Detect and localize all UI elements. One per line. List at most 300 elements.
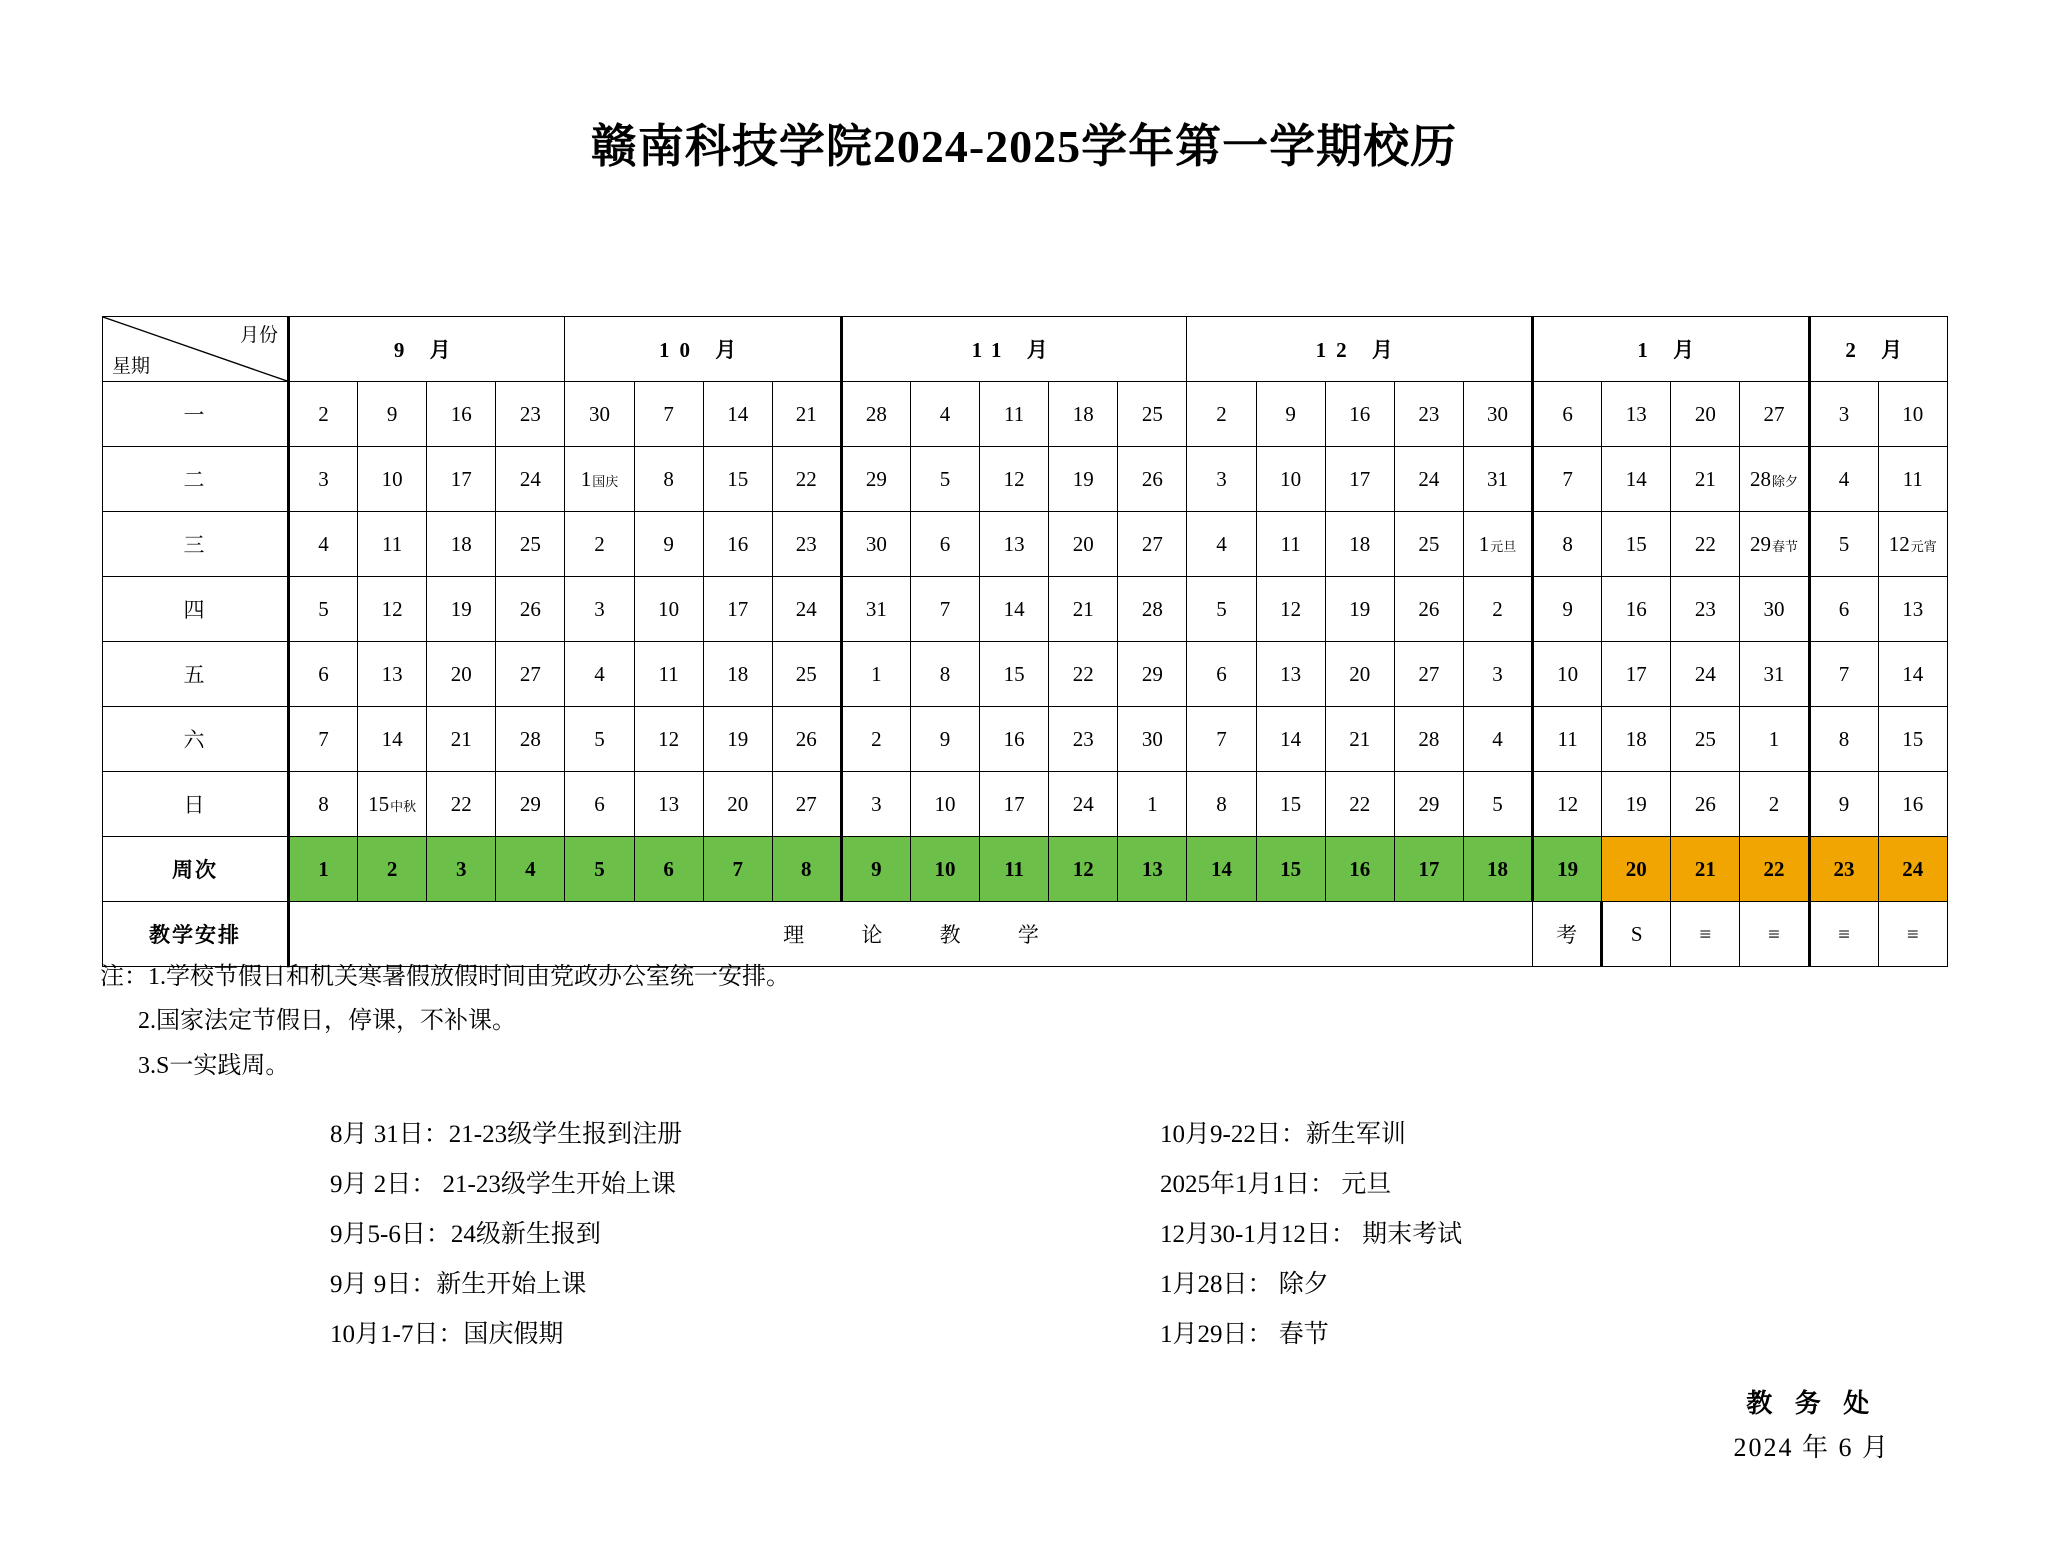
event-item: 12月30-1月12日： 期末考试 (1160, 1221, 1463, 1248)
festival-label: 国庆 (592, 473, 619, 489)
day-cell (1602, 577, 1671, 642)
week-number-cell: 17 (1394, 837, 1463, 902)
day-cell (703, 512, 772, 577)
day-number: 31 (865, 596, 887, 621)
day-number: 3 (1492, 661, 1503, 686)
day-cell (634, 772, 703, 837)
day-cell (1878, 382, 1947, 447)
day-cell (1602, 382, 1671, 447)
day-number: 14 (1902, 661, 1924, 686)
day-cell (1049, 772, 1118, 837)
day-cell (1878, 772, 1947, 837)
events-right-column (1160, 1110, 1860, 1360)
day-cell (841, 642, 910, 707)
day-cell (1671, 512, 1740, 577)
day-cell (1325, 382, 1394, 447)
day-cell (1187, 512, 1256, 577)
day-cell (910, 707, 979, 772)
day-number: 23 (795, 531, 817, 556)
signature-department: 教 务 处 (1746, 1389, 1878, 1418)
day-number: 23 (1418, 401, 1440, 426)
day-number: 11 (382, 531, 403, 556)
day-cell (1740, 447, 1809, 512)
day-cell (703, 642, 772, 707)
day-cell (565, 642, 634, 707)
day-cell (496, 707, 565, 772)
day-cell (1325, 512, 1394, 577)
day-number: 26 (1141, 466, 1163, 491)
teaching-mark-cell: ≡ (1671, 902, 1740, 967)
day-number: 30 (1141, 726, 1163, 751)
teaching-practice-cell: S (1602, 902, 1671, 967)
day-number: 29 (1141, 661, 1163, 686)
week-number-cell: 6 (634, 837, 703, 902)
day-cell (1463, 642, 1532, 707)
day-cell (1118, 512, 1187, 577)
day-cell (1325, 642, 1394, 707)
day-number: 16 (727, 531, 749, 556)
day-cell (358, 642, 427, 707)
day-number: 4 (594, 661, 605, 686)
day-cell (427, 577, 496, 642)
day-cell (1809, 642, 1878, 707)
day-number: 5 (1492, 791, 1503, 816)
day-cell (1049, 512, 1118, 577)
day-cell (1602, 707, 1671, 772)
day-cell (288, 772, 357, 837)
event-item: 2025年1月1日： 元旦 (1160, 1171, 1392, 1198)
weekday-label: 四 (103, 577, 289, 642)
day-cell (980, 642, 1049, 707)
week-number-cell: 23 (1809, 837, 1878, 902)
day-number: 31 (1486, 466, 1508, 491)
day-number: 29 (519, 791, 541, 816)
teaching-theory-cell: 理 论 教 学 (288, 902, 1532, 967)
day-number: 9 (386, 401, 398, 426)
day-cell (1809, 382, 1878, 447)
day-number: 25 (1141, 401, 1163, 426)
day-cell (841, 577, 910, 642)
day-number: 20 (727, 791, 749, 816)
day-cell (910, 382, 979, 447)
day-number: 6 (594, 791, 605, 816)
week-number-cell: 3 (427, 837, 496, 902)
day-cell (772, 512, 841, 577)
day-number: 22 (1694, 531, 1716, 556)
week-number-cell: 2 (358, 837, 427, 902)
day-number: 6 (1562, 401, 1573, 426)
day-number: 3 (318, 466, 329, 491)
day-cell (1533, 512, 1602, 577)
month-header-dec: 12 月 (1187, 317, 1533, 382)
day-cell (1878, 707, 1947, 772)
day-number: 11 (1004, 401, 1025, 426)
day-number: 18 (450, 531, 472, 556)
festival-label: 春节 (1771, 538, 1798, 554)
day-cell (1671, 707, 1740, 772)
day-number: 20 (450, 661, 472, 686)
week-number-row (103, 837, 1948, 902)
day-cell (496, 512, 565, 577)
day-cell (358, 707, 427, 772)
day-cell (980, 707, 1049, 772)
day-number: 19 (1072, 466, 1094, 491)
day-number: 10 (1557, 661, 1579, 686)
day-cell (288, 577, 357, 642)
day-number: 17 (1349, 466, 1371, 491)
day-number: 24 (1418, 466, 1440, 491)
day-number: 28 (1749, 466, 1771, 491)
day-cell (1187, 707, 1256, 772)
day-cell (980, 577, 1049, 642)
day-cell (772, 382, 841, 447)
day-cell (1049, 577, 1118, 642)
day-cell (1118, 707, 1187, 772)
day-number: 24 (1694, 661, 1716, 686)
day-number: 6 (318, 661, 329, 686)
day-number: 16 (1003, 726, 1025, 751)
day-number: 13 (381, 661, 403, 686)
day-number: 27 (1763, 401, 1785, 426)
day-cell (427, 512, 496, 577)
week-number-cell: 18 (1463, 837, 1532, 902)
day-number: 5 (318, 596, 329, 621)
day-cell (1325, 772, 1394, 837)
day-cell (1533, 382, 1602, 447)
day-cell (1602, 512, 1671, 577)
note-line-1: 注：1.学校节假日和机关寒暑假放假时间由党政办公室统一安排。 (100, 964, 790, 990)
note-line-2: 2.国家法定节假日，停课，不补课。 (138, 1008, 516, 1035)
day-number: 6 (1216, 661, 1227, 686)
day-cell (841, 707, 910, 772)
page-title: 赣南科技学院2024-2025学年第一学期校历 (590, 121, 1458, 172)
day-number: 1 (580, 466, 592, 491)
day-cell (772, 772, 841, 837)
day-number: 15 (1003, 661, 1025, 686)
day-cell (1602, 642, 1671, 707)
day-cell (1049, 447, 1118, 512)
day-number: 8 (318, 791, 329, 816)
day-number: 30 (1763, 596, 1785, 621)
day-cell (634, 382, 703, 447)
day-cell (1325, 577, 1394, 642)
day-cell (1187, 772, 1256, 837)
day-number: 24 (795, 596, 817, 621)
day-number: 8 (1838, 726, 1850, 751)
weekday-label: 一 (103, 382, 289, 447)
academic-calendar-table (102, 316, 1948, 967)
day-cell (358, 382, 427, 447)
day-cell (634, 707, 703, 772)
day-cell (1878, 642, 1947, 707)
day-number: 8 (939, 661, 951, 686)
day-number: 25 (1694, 726, 1716, 751)
day-number: 28 (865, 401, 887, 426)
festival-label: 中秋 (390, 798, 417, 814)
day-cell (1809, 707, 1878, 772)
day-number: 13 (1280, 661, 1302, 686)
day-cell (1878, 447, 1947, 512)
day-cell (427, 642, 496, 707)
day-cell (358, 512, 427, 577)
event-item: 1月28日： 除夕 (1160, 1271, 1329, 1298)
teaching-mark-cell: ≡ (1809, 902, 1878, 967)
day-cell (496, 447, 565, 512)
day-cell (1394, 447, 1463, 512)
day-cell (427, 772, 496, 837)
week-number-cell: 14 (1187, 837, 1256, 902)
day-number: 27 (1141, 531, 1163, 556)
day-cell (1740, 642, 1809, 707)
day-number: 22 (450, 791, 472, 816)
day-cell (1533, 642, 1602, 707)
week-row-label: 周次 (103, 837, 289, 902)
day-number: 25 (1418, 531, 1440, 556)
day-cell (288, 382, 357, 447)
day-cell (1256, 447, 1325, 512)
day-cell (772, 642, 841, 707)
teaching-row-label: 教学安排 (103, 902, 289, 967)
day-cell (634, 577, 703, 642)
teaching-exam-cell: 考 (1533, 902, 1602, 967)
day-number: 19 (727, 726, 749, 751)
day-number: 27 (519, 661, 541, 686)
day-cell (1463, 707, 1532, 772)
month-header-sep: 9 月 (288, 317, 564, 382)
day-number: 28 (1418, 726, 1440, 751)
day-number: 2 (594, 531, 605, 556)
day-cell (1671, 447, 1740, 512)
day-number: 7 (939, 596, 951, 621)
weekday-label: 二 (103, 447, 289, 512)
day-cell (496, 382, 565, 447)
event-item: 9月5-6日：24级新生报到 (330, 1221, 601, 1248)
day-cell (288, 642, 357, 707)
day-number: 26 (519, 596, 541, 621)
day-cell (1049, 707, 1118, 772)
day-cell (1602, 447, 1671, 512)
day-number: 29 (865, 466, 887, 491)
day-number: 10 (658, 596, 680, 621)
week-number-cell: 22 (1740, 837, 1809, 902)
festival-label: 元宵 (1910, 538, 1937, 554)
day-number: 5 (1838, 531, 1850, 556)
day-number: 11 (1280, 531, 1301, 556)
day-number: 22 (795, 466, 817, 491)
day-number: 8 (663, 466, 674, 491)
week-number-cell: 15 (1256, 837, 1325, 902)
day-number: 16 (1349, 401, 1371, 426)
day-cell (1187, 447, 1256, 512)
day-cell (565, 577, 634, 642)
day-cell (1394, 512, 1463, 577)
day-number: 3 (594, 596, 605, 621)
day-number: 4 (318, 531, 329, 556)
day-number: 14 (1625, 466, 1647, 491)
day-number: 16 (1902, 791, 1924, 816)
day-cell (1256, 512, 1325, 577)
day-number: 4 (1216, 531, 1227, 556)
day-cell (288, 707, 357, 772)
day-number: 24 (519, 466, 541, 491)
day-number: 18 (727, 661, 749, 686)
event-item: 9月 2日： 21-23级学生开始上课 (330, 1171, 676, 1198)
day-cell (1533, 577, 1602, 642)
day-cell (1671, 642, 1740, 707)
month-header-oct: 10 月 (565, 317, 841, 382)
day-number: 21 (450, 726, 472, 751)
weekday-label: 六 (103, 707, 289, 772)
day-cell (358, 447, 427, 512)
week-number-cell: 24 (1878, 837, 1947, 902)
day-cell (1809, 577, 1878, 642)
weekday-label: 五 (103, 642, 289, 707)
day-cell (634, 642, 703, 707)
day-cell (841, 512, 910, 577)
day-number: 9 (1285, 401, 1296, 426)
day-cell (1256, 772, 1325, 837)
day-number: 10 (381, 466, 403, 491)
day-number: 2 (871, 726, 882, 751)
day-cell (910, 772, 979, 837)
day-number: 4 (1838, 466, 1850, 491)
day-cell (427, 707, 496, 772)
day-cell (1187, 642, 1256, 707)
month-header-row (103, 317, 1948, 382)
day-cell (910, 577, 979, 642)
day-number: 3 (871, 791, 882, 816)
day-number: 15 (727, 466, 749, 491)
day-cell (772, 447, 841, 512)
day-cell (1463, 382, 1532, 447)
calendar-page (0, 110, 2048, 1554)
day-number: 12 (1888, 531, 1910, 556)
day-number: 30 (865, 531, 887, 556)
day-cell (565, 772, 634, 837)
day-number: 13 (1902, 596, 1924, 621)
day-number: 24 (1072, 791, 1094, 816)
day-cell (427, 382, 496, 447)
day-number: 27 (1418, 661, 1440, 686)
day-cell (980, 447, 1049, 512)
event-item: 9月 9日：新生开始上课 (330, 1271, 587, 1298)
day-cell (1118, 642, 1187, 707)
corner-month-label: 月份 (239, 325, 278, 346)
day-cell (1740, 382, 1809, 447)
day-number: 9 (1838, 791, 1850, 816)
day-cell (1671, 577, 1740, 642)
day-number: 21 (1072, 596, 1094, 621)
day-cell (1049, 382, 1118, 447)
day-cell (496, 642, 565, 707)
month-header-nov: 11 月 (841, 317, 1187, 382)
day-cell (288, 447, 357, 512)
day-cell (1394, 382, 1463, 447)
day-number: 1 (871, 661, 882, 686)
day-cell (634, 512, 703, 577)
week-number-cell: 16 (1325, 837, 1394, 902)
day-number: 2 (1492, 596, 1503, 621)
day-number: 21 (1694, 466, 1716, 491)
day-number: 6 (1838, 596, 1850, 621)
weekday-row (103, 642, 1948, 707)
day-number: 16 (1625, 596, 1647, 621)
day-number: 17 (1625, 661, 1647, 686)
week-number-cell: 1 (288, 837, 357, 902)
day-cell (1809, 772, 1878, 837)
day-number: 14 (1280, 726, 1302, 751)
day-cell (1602, 772, 1671, 837)
weekday-row (103, 447, 1948, 512)
day-cell (841, 447, 910, 512)
day-cell (1256, 642, 1325, 707)
day-number: 23 (519, 401, 541, 426)
day-number: 5 (939, 466, 951, 491)
day-number: 18 (1625, 726, 1647, 751)
day-cell (427, 447, 496, 512)
day-number: 14 (381, 726, 403, 751)
day-number: 2 (1216, 401, 1227, 426)
day-cell (358, 577, 427, 642)
day-cell (1118, 447, 1187, 512)
weekday-row (103, 772, 1948, 837)
day-number: 20 (1694, 401, 1716, 426)
calendar-grid (102, 316, 1948, 967)
week-number-cell: 12 (1049, 837, 1118, 902)
day-number: 22 (1072, 661, 1094, 686)
day-number: 7 (1216, 726, 1227, 751)
day-number: 7 (318, 726, 329, 751)
day-cell (1187, 382, 1256, 447)
day-number: 5 (1216, 596, 1227, 621)
week-number-cell: 10 (910, 837, 979, 902)
day-number: 17 (450, 466, 472, 491)
day-number: 21 (795, 401, 817, 426)
festival-label: 元旦 (1490, 538, 1517, 554)
day-number: 14 (1003, 596, 1025, 621)
week-number-cell: 11 (980, 837, 1049, 902)
day-number: 1 (1147, 791, 1158, 816)
day-number: 21 (1349, 726, 1371, 751)
event-item: 8月 31日：21-23级学生报到注册 (330, 1121, 683, 1148)
day-cell (1671, 772, 1740, 837)
day-cell (1118, 577, 1187, 642)
day-cell (1533, 447, 1602, 512)
day-number: 29 (1749, 531, 1771, 556)
day-number: 13 (1625, 401, 1647, 426)
day-cell (565, 447, 634, 512)
day-cell (1256, 382, 1325, 447)
day-number: 9 (663, 531, 674, 556)
day-cell (1256, 707, 1325, 772)
corner-header (103, 317, 289, 382)
day-number: 30 (1486, 401, 1508, 426)
day-number: 9 (1562, 596, 1573, 621)
week-number-cell: 5 (565, 837, 634, 902)
day-number: 15 (368, 791, 390, 816)
month-header-jan: 1 月 (1533, 317, 1809, 382)
day-cell (1394, 707, 1463, 772)
week-number-cell: 8 (772, 837, 841, 902)
day-cell (1256, 577, 1325, 642)
event-item: 10月9-22日：新生军训 (1160, 1121, 1406, 1148)
day-cell (1740, 707, 1809, 772)
day-number: 12 (658, 726, 680, 751)
week-number-cell: 4 (496, 837, 565, 902)
day-number: 26 (1694, 791, 1716, 816)
day-cell (1878, 512, 1947, 577)
week-number-cell: 20 (1602, 837, 1671, 902)
